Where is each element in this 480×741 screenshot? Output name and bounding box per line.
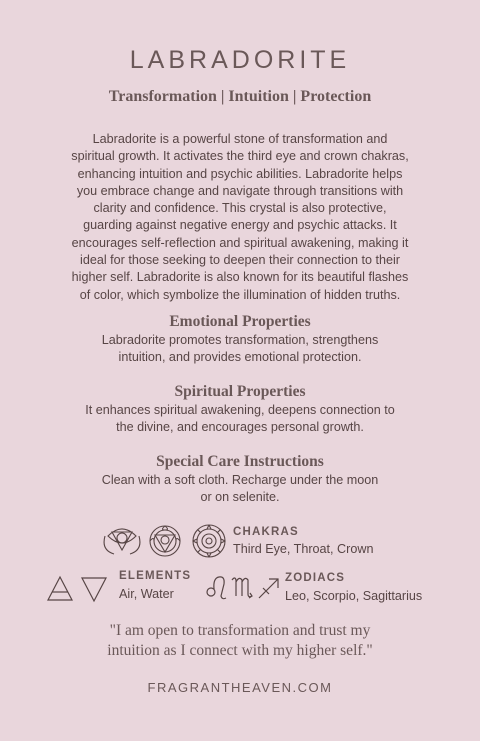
leo-icon (207, 577, 226, 599)
description-line: Labradorite is a powerful stone of transformation and (92, 132, 388, 146)
quote-line: "I am open to transformation and trust my (109, 622, 371, 639)
emotional-line: Labradorite promotes transformation, strengthens (101, 333, 379, 347)
elements-heading: ELEMENTS (119, 570, 192, 582)
website-footer: FRAGRANTHEAVEN.COM (147, 680, 333, 695)
sagittarius-icon (259, 579, 278, 598)
emotional-heading: Emotional Properties (169, 313, 311, 330)
spiritual-text (0, 402, 480, 437)
description-line: higher self. Labradorite is also known for its beautiful flashes (71, 270, 409, 285)
elements-value: Air, Water (119, 587, 174, 601)
air-element-icon (48, 577, 72, 600)
throat-chakra-icon (150, 526, 180, 556)
care-heading: Special Care Instructions (156, 453, 324, 470)
care-line: or on selenite. (200, 490, 280, 505)
zodiac-icons (205, 572, 281, 604)
description-line: encourages self-reflection and spiritual awakening, making it (71, 235, 409, 250)
affirmation-quote (60, 621, 420, 661)
description (44, 131, 436, 304)
scorpio-icon (232, 578, 252, 598)
emotional-text (0, 332, 480, 367)
page-title: LABRADORITE (129, 46, 351, 74)
description-line: clarity and confidence. This crystal is also protective, (93, 201, 387, 216)
description-line: ideal for those seeking to deepen their connection to their (80, 253, 400, 268)
description-line: you embrace change and navigate through transitions with (76, 183, 404, 198)
emotional-section (0, 313, 480, 367)
emotional-line: intuition, and provides emotional protection. (118, 350, 362, 365)
subtitle: Transformation | Intuition | Protection (108, 88, 372, 105)
description-line: guarding against negative energy and psychic attacks. It (83, 218, 397, 233)
quote-line: intuition as I connect with my higher self." (107, 642, 373, 659)
care-text (0, 472, 480, 507)
description-line: spiritual growth. It activates the third eye and crown chakras, (71, 149, 409, 164)
element-icons (46, 575, 110, 603)
chakra-icons (104, 524, 226, 560)
spiritual-heading: Spiritual Properties (174, 383, 306, 400)
third-eye-chakra-icon (104, 529, 140, 554)
description-line: of color, which symbolize the illumination of hidden truths. (79, 287, 401, 302)
care-line: Clean with a soft cloth. Recharge under the moon (101, 473, 379, 487)
chakras-heading: CHAKRAS (233, 526, 299, 538)
chakras-value: Third Eye, Throat, Crown (233, 542, 374, 556)
zodiacs-value: Leo, Scorpio, Sagittarius (285, 589, 423, 603)
zodiacs-heading: ZODIACS (285, 572, 346, 584)
spiritual-line: the divine, and encourages personal growth. (116, 420, 364, 435)
description-line: enhancing intuition and psychic abilities. Labradorite helps (77, 166, 403, 181)
water-element-icon (82, 578, 106, 601)
crown-chakra-icon (193, 525, 225, 557)
spiritual-line: It enhances spiritual awakening, deepens connection to (85, 403, 395, 417)
spiritual-section (0, 383, 480, 437)
care-section (0, 453, 480, 507)
